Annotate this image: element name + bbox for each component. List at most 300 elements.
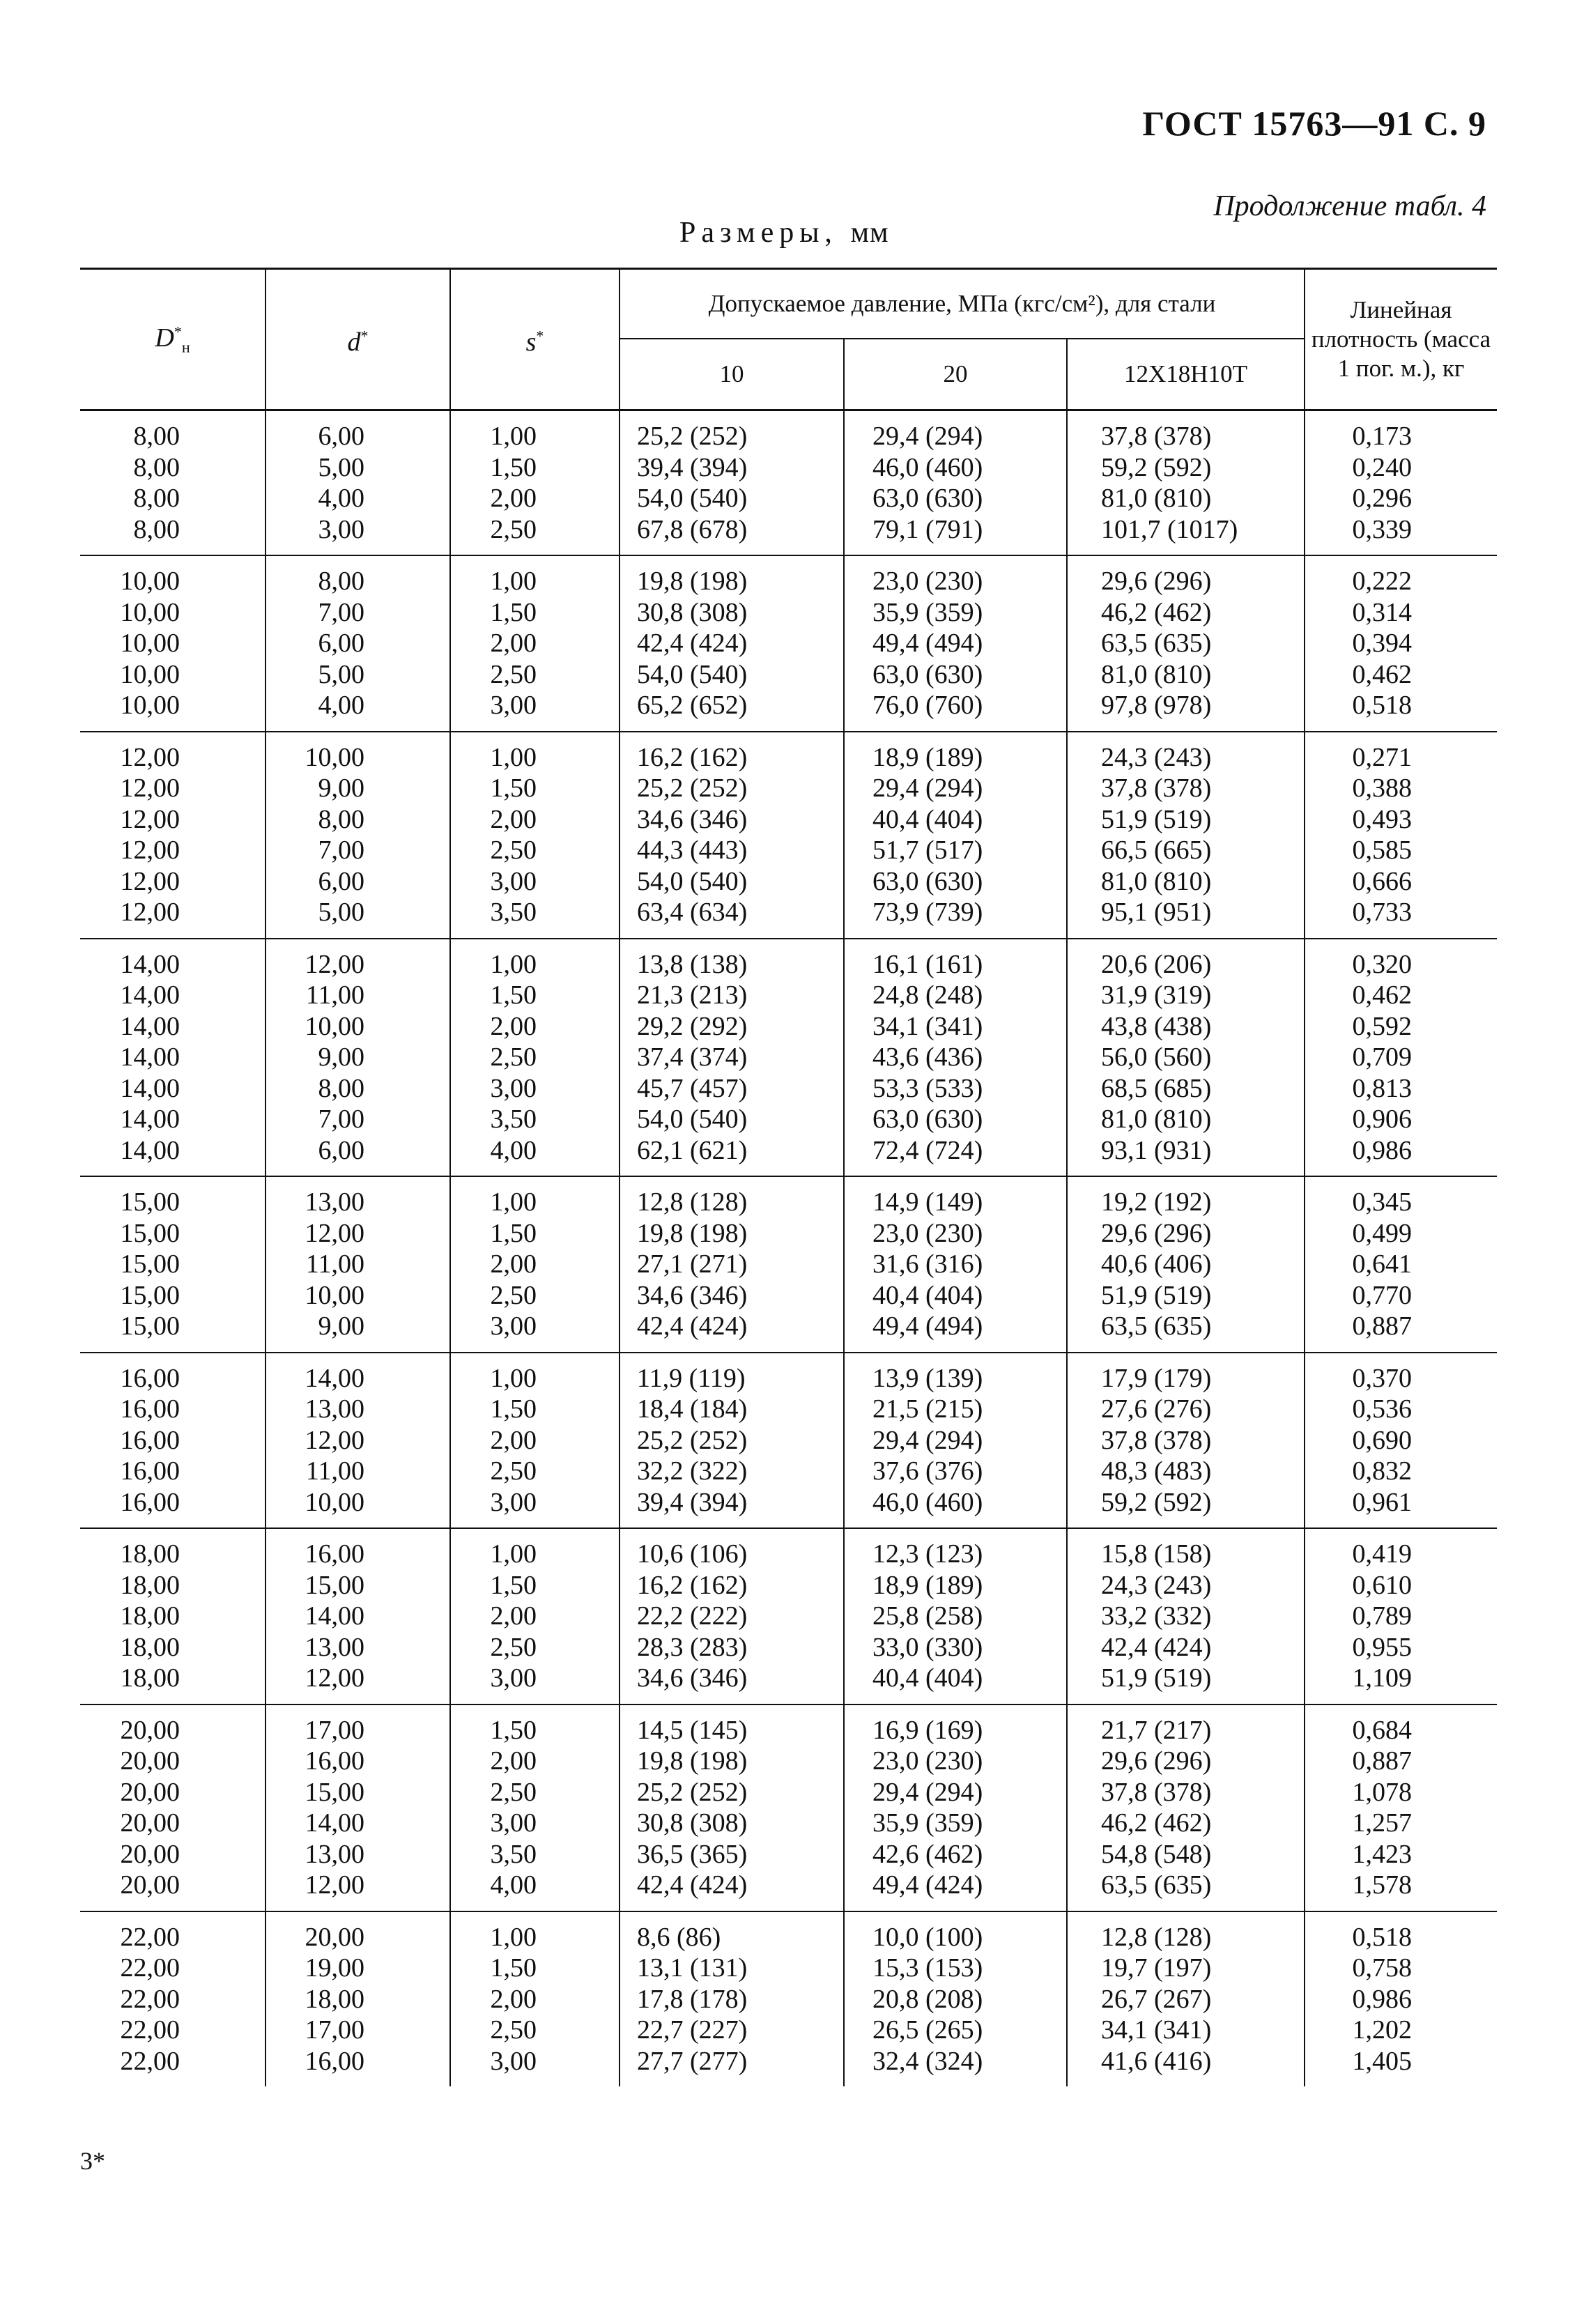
cell-wall-thickness: 1,00 [450,410,620,452]
cell-inner-diameter: 4,00 [266,690,450,732]
cell-outer-diameter: 18,00 [80,1663,266,1704]
dimensions-table-wrapper [80,268,1497,2086]
cell-inner-diameter: 13,00 [266,1394,450,1425]
cell-pressure-steel-20: 63,0 (630) [844,866,1067,898]
cell-pressure-steel-20: 10,0 (100) [844,1911,1067,1953]
cell-wall-thickness: 3,50 [450,897,620,939]
cell-linear-density: 0,419 [1305,1528,1497,1570]
cell-wall-thickness: 1,50 [450,1704,620,1746]
cell-linear-density: 0,222 [1305,555,1497,597]
cell-wall-thickness: 2,00 [450,1011,620,1042]
cell-wall-thickness: 3,00 [450,690,620,732]
cell-inner-diameter: 8,00 [266,555,450,597]
cell-pressure-steel-12x18h10t: 51,9 (519) [1067,1663,1305,1704]
cell-pressure-steel-20: 37,6 (376) [844,1456,1067,1487]
cell-wall-thickness: 3,00 [450,2046,620,2087]
cell-pressure-steel-20: 16,9 (169) [844,1704,1067,1746]
cell-outer-diameter: 18,00 [120,1570,180,1600]
cell-linear-density: 0,887 [1305,1746,1497,1777]
cell-pressure-steel-12x18h10t: 68,5 (685) [1067,1073,1305,1105]
cell-pressure-steel-10: 14,5 (145) [620,1704,844,1746]
table-row [80,1218,1497,1249]
cell-pressure-steel-10: 54,0 (540) [620,659,844,691]
table-row [80,939,1497,980]
cell-wall-thickness: 3,00 [450,866,620,898]
cell-pressure-steel-10: 39,4 (394) [620,1487,844,1529]
table-row [80,514,1497,556]
cell-wall-thickness: 1,50 [450,1218,620,1249]
cell-wall-thickness: 3,50 [450,1104,620,1135]
cell-pressure-steel-12x18h10t: 81,0 (810) [1067,659,1305,691]
cell-outer-diameter: 14,00 [120,1042,180,1072]
cell-pressure-steel-10: 34,6 (346) [620,804,844,836]
cell-linear-density: 0,585 [1305,835,1497,866]
cell-wall-thickness: 3,00 [450,1663,620,1704]
cell-pressure-steel-12x18h10t: 34,1 (341) [1067,2015,1305,2046]
cell-linear-density: 0,733 [1305,897,1497,939]
cell-wall-thickness: 2,00 [450,1601,620,1632]
cell-outer-diameter: 22,00 [120,1922,180,1952]
cell-outer-diameter: 10,00 [120,567,180,596]
cell-pressure-steel-10: 27,1 (271) [620,1249,844,1280]
header-steel-12x18h10t: 12Х18Н10Т [1067,339,1305,410]
cell-inner-diameter: 12,00 [266,1425,450,1456]
cell-wall-thickness: 1,00 [450,1911,620,1953]
cell-pressure-steel-20: 63,0 (630) [844,1104,1067,1135]
cell-inner-diameter: 17,00 [266,2015,450,2046]
cell-outer-diameter: 12,00 [120,804,180,834]
cell-pressure-steel-20: 14,9 (149) [844,1176,1067,1218]
cell-wall-thickness: 1,50 [450,1953,620,1984]
cell-pressure-steel-20: 29,4 (294) [844,773,1067,804]
cell-inner-diameter: 8,00 [266,804,450,836]
table-row [80,1911,1497,1953]
cell-pressure-steel-20: 40,4 (404) [844,1663,1067,1704]
cell-pressure-steel-12x18h10t: 42,4 (424) [1067,1632,1305,1663]
cell-pressure-steel-20: 49,4 (494) [844,1311,1067,1353]
table-row [80,1808,1497,1839]
cell-inner-diameter: 7,00 [266,597,450,629]
header-allowed-pressure: Допускаемое давление, МПа (кгс/см²), для стали [620,269,1305,339]
cell-wall-thickness: 1,50 [450,452,620,484]
cell-pressure-steel-20: 49,4 (494) [844,628,1067,659]
cell-pressure-steel-12x18h10t: 48,3 (483) [1067,1456,1305,1487]
cell-pressure-steel-10: 19,8 (198) [620,1746,844,1777]
cell-pressure-steel-20: 73,9 (739) [844,897,1067,939]
cell-linear-density: 0,370 [1305,1353,1497,1394]
cell-pressure-steel-20: 49,4 (424) [844,1870,1067,1911]
cell-pressure-steel-10: 54,0 (540) [620,483,844,514]
table-row [80,1394,1497,1425]
cell-pressure-steel-10: 16,2 (162) [620,1570,844,1601]
table-row [80,690,1497,732]
cell-linear-density: 0,887 [1305,1311,1497,1353]
cell-pressure-steel-10: 30,8 (308) [620,1808,844,1839]
cell-wall-thickness: 1,00 [450,1528,620,1570]
cell-pressure-steel-12x18h10t: 40,6 (406) [1067,1249,1305,1280]
cell-pressure-steel-12x18h10t: 46,2 (462) [1067,597,1305,629]
cell-outer-diameter: 12,00 [120,836,180,865]
cell-outer-diameter: 14,00 [120,980,180,1010]
cell-pressure-steel-20: 33,0 (330) [844,1632,1067,1663]
cell-pressure-steel-20: 32,4 (324) [844,2046,1067,2087]
header-wall-thickness: s* [450,269,620,410]
cell-outer-diameter: 16,00 [120,1363,180,1393]
table-row [80,897,1497,939]
cell-inner-diameter: 9,00 [266,773,450,804]
cell-pressure-steel-20: 35,9 (359) [844,1808,1067,1839]
cell-wall-thickness: 1,50 [450,1570,620,1601]
cell-outer-diameter: 16,00 [120,1456,180,1486]
cell-outer-diameter: 14,00 [120,1105,180,1134]
cell-inner-diameter: 6,00 [266,866,450,898]
cell-pressure-steel-10: 22,7 (227) [620,2015,844,2046]
cell-pressure-steel-20: 21,5 (215) [844,1394,1067,1425]
cell-pressure-steel-10: 44,3 (443) [620,835,844,866]
cell-linear-density: 0,986 [1305,1984,1497,2015]
cell-outer-diameter: 15,00 [80,1311,266,1353]
cell-outer-diameter: 16,00 [120,1425,180,1455]
table-row [80,1777,1497,1808]
cell-inner-diameter: 12,00 [266,939,450,980]
cell-inner-diameter: 5,00 [266,659,450,691]
cell-linear-density: 0,906 [1305,1104,1497,1135]
cell-pressure-steel-10: 13,8 (138) [620,939,844,980]
cell-wall-thickness: 1,50 [450,1394,620,1425]
cell-pressure-steel-12x18h10t: 19,2 (192) [1067,1176,1305,1218]
table-row [80,628,1497,659]
cell-pressure-steel-10: 54,0 (540) [620,866,844,898]
cell-linear-density: 0,592 [1305,1011,1497,1042]
cell-outer-diameter: 20,00 [120,1746,180,1776]
cell-pressure-steel-12x18h10t: 17,9 (179) [1067,1353,1305,1394]
cell-linear-density: 1,078 [1305,1777,1497,1808]
cell-outer-diameter: 12,00 [120,774,180,803]
cell-pressure-steel-12x18h10t: 31,9 (319) [1067,980,1305,1011]
header-steel-20: 20 [844,339,1067,410]
table-row [80,2046,1497,2087]
cell-pressure-steel-20: 15,3 (153) [844,1953,1067,1984]
cell-outer-diameter: 10,00 [80,690,266,732]
cell-pressure-steel-12x18h10t: 59,2 (592) [1067,452,1305,484]
cell-pressure-steel-12x18h10t: 19,7 (197) [1067,1953,1305,1984]
cell-wall-thickness: 2,50 [450,1777,620,1808]
cell-outer-diameter: 20,00 [120,1808,180,1838]
cell-linear-density: 0,462 [1305,659,1497,691]
cell-wall-thickness: 1,50 [450,980,620,1011]
table-row [80,1042,1497,1073]
cell-pressure-steel-20: 63,0 (630) [844,659,1067,691]
cell-linear-density: 0,758 [1305,1953,1497,1984]
cell-linear-density: 0,832 [1305,1456,1497,1487]
cell-outer-diameter: 18,00 [120,1601,180,1631]
cell-inner-diameter: 10,00 [266,1280,450,1311]
cell-pressure-steel-12x18h10t: 66,5 (665) [1067,835,1305,866]
cell-pressure-steel-20: 51,7 (517) [844,835,1067,866]
cell-outer-diameter: 15,00 [120,1218,180,1248]
cell-linear-density: 0,493 [1305,804,1497,836]
cell-inner-diameter: 14,00 [266,1353,450,1394]
table-row [80,1353,1497,1394]
cell-outer-diameter: 8,00 [80,514,266,556]
cell-pressure-steel-10: 32,2 (322) [620,1456,844,1487]
cell-pressure-steel-12x18h10t: 54,8 (548) [1067,1839,1305,1870]
table-row [80,1011,1497,1042]
table-row [80,980,1497,1011]
cell-pressure-steel-10: 67,8 (678) [620,514,844,556]
cell-outer-diameter: 15,00 [120,1280,180,1310]
cell-outer-diameter: 20,00 [120,1777,180,1807]
cell-pressure-steel-10: 63,4 (634) [620,897,844,939]
cell-pressure-steel-20: 79,1 (791) [844,514,1067,556]
cell-pressure-steel-12x18h10t: 81,0 (810) [1067,483,1305,514]
cell-wall-thickness: 3,00 [450,1808,620,1839]
cell-outer-diameter: 18,00 [120,1539,180,1569]
cell-outer-diameter: 22,00 [120,2046,180,2076]
cell-linear-density: 0,388 [1305,773,1497,804]
cell-pressure-steel-12x18h10t: 37,8 (378) [1067,773,1305,804]
cell-pressure-steel-10: 16,2 (162) [620,732,844,774]
cell-wall-thickness: 4,00 [450,1135,620,1177]
table-row [80,1870,1497,1911]
cell-linear-density: 0,986 [1305,1135,1497,1177]
table-row [80,1839,1497,1870]
cell-pressure-steel-10: 25,2 (252) [620,773,844,804]
cell-pressure-steel-12x18h10t: 29,6 (296) [1067,1218,1305,1249]
cell-wall-thickness: 4,00 [450,1870,620,1911]
cell-inner-diameter: 16,00 [266,1746,450,1777]
table-row [80,1249,1497,1280]
table-row [80,1456,1497,1487]
dimensions-table [80,268,1497,2086]
cell-inner-diameter: 13,00 [266,1176,450,1218]
cell-linear-density: 0,684 [1305,1704,1497,1746]
cell-inner-diameter: 3,00 [266,514,450,556]
header-linear-density: Линейная плотность (масса 1 пог. м.), кг [1305,269,1497,410]
cell-pressure-steel-10: 17,8 (178) [620,1984,844,2015]
cell-pressure-steel-20: 23,0 (230) [844,1218,1067,1249]
cell-linear-density: 0,173 [1305,410,1497,452]
cell-pressure-steel-12x18h10t: 93,1 (931) [1067,1135,1305,1177]
cell-linear-density: 0,666 [1305,866,1497,898]
cell-wall-thickness: 3,00 [450,1311,620,1353]
table-row [80,1984,1497,2015]
table-row [80,866,1497,898]
table-row [80,1632,1497,1663]
table-row [80,1176,1497,1218]
cell-pressure-steel-20: 25,8 (258) [844,1601,1067,1632]
cell-pressure-steel-20: 12,3 (123) [844,1528,1067,1570]
cell-inner-diameter: 20,00 [266,1911,450,1953]
cell-pressure-steel-20: 43,6 (436) [844,1042,1067,1073]
header-inner-diameter: d* [266,269,450,410]
cell-pressure-steel-12x18h10t: 29,6 (296) [1067,1746,1305,1777]
cell-outer-diameter: 18,00 [120,1632,180,1662]
cell-wall-thickness: 2,50 [450,1456,620,1487]
cell-inner-diameter: 10,00 [266,1011,450,1042]
cell-pressure-steel-10: 34,6 (346) [620,1663,844,1704]
cell-wall-thickness: 2,00 [450,1425,620,1456]
cell-pressure-steel-20: 23,0 (230) [844,555,1067,597]
cell-wall-thickness: 2,00 [450,804,620,836]
cell-linear-density: 0,610 [1305,1570,1497,1601]
cell-pressure-steel-10: 19,8 (198) [620,1218,844,1249]
cell-pressure-steel-12x18h10t: 81,0 (810) [1067,866,1305,898]
cell-wall-thickness: 3,00 [450,1073,620,1105]
cell-pressure-steel-20: 18,9 (189) [844,732,1067,774]
cell-pressure-steel-20: 46,0 (460) [844,1487,1067,1529]
cell-linear-density: 1,423 [1305,1839,1497,1870]
header-steel-10: 10 [620,339,844,410]
cell-outer-diameter: 10,00 [120,629,180,658]
cell-wall-thickness: 1,00 [450,939,620,980]
cell-pressure-steel-12x18h10t: 37,8 (378) [1067,1777,1305,1808]
sizes-unit: мм [850,217,889,249]
cell-pressure-steel-10: 28,3 (283) [620,1632,844,1663]
cell-inner-diameter: 16,00 [266,2046,450,2087]
table-row [80,1746,1497,1777]
cell-pressure-steel-20: 63,0 (630) [844,483,1067,514]
cell-pressure-steel-12x18h10t: 63,5 (635) [1067,1870,1305,1911]
cell-wall-thickness: 2,00 [450,483,620,514]
cell-pressure-steel-12x18h10t: 95,1 (951) [1067,897,1305,939]
cell-pressure-steel-12x18h10t: 33,2 (332) [1067,1601,1305,1632]
cell-outer-diameter: 10,00 [120,659,180,689]
cell-pressure-steel-12x18h10t: 63,5 (635) [1067,1311,1305,1353]
cell-pressure-steel-20: 40,4 (404) [844,804,1067,836]
cell-linear-density: 0,499 [1305,1218,1497,1249]
cell-pressure-steel-20: 16,1 (161) [844,939,1067,980]
cell-pressure-steel-20: 29,4 (294) [844,410,1067,452]
cell-linear-density: 0,320 [1305,939,1497,980]
cell-pressure-steel-20: 42,6 (462) [844,1839,1067,1870]
cell-inner-diameter: 6,00 [266,628,450,659]
page-header-title: ГОСТ 15763—91 С. 9 [1142,104,1486,143]
cell-outer-diameter: 22,00 [120,2015,180,2045]
cell-pressure-steel-20: 26,5 (265) [844,2015,1067,2046]
cell-pressure-steel-10: 25,2 (252) [620,1425,844,1456]
cell-inner-diameter: 11,00 [266,1249,450,1280]
cell-wall-thickness: 2,50 [450,1280,620,1311]
cell-inner-diameter: 9,00 [266,1311,450,1353]
cell-inner-diameter: 19,00 [266,1953,450,1984]
cell-pressure-steel-12x18h10t: 63,5 (635) [1067,628,1305,659]
cell-pressure-steel-20: 23,0 (230) [844,1746,1067,1777]
cell-outer-diameter: 16,00 [80,1487,266,1529]
cell-inner-diameter: 12,00 [266,1218,450,1249]
table-body [80,410,1497,2087]
cell-linear-density: 0,813 [1305,1073,1497,1105]
cell-pressure-steel-20: 31,6 (316) [844,1249,1067,1280]
cell-pressure-steel-10: 25,2 (252) [620,1777,844,1808]
cell-pressure-steel-12x18h10t: 37,8 (378) [1067,1425,1305,1456]
table-row [80,1311,1497,1353]
table-row [80,773,1497,804]
sizes-caption [679,216,889,249]
cell-pressure-steel-10: 21,3 (213) [620,980,844,1011]
table-row [80,1135,1497,1177]
cell-pressure-steel-20: 24,8 (248) [844,980,1067,1011]
cell-wall-thickness: 2,50 [450,659,620,691]
cell-pressure-steel-10: 65,2 (652) [620,690,844,732]
table-row [80,1953,1497,1984]
cell-pressure-steel-10: 13,1 (131) [620,1953,844,1984]
cell-outer-diameter: 22,00 [120,1953,180,1983]
cell-inner-diameter: 6,00 [266,1135,450,1177]
cell-outer-diameter: 8,00 [133,422,180,451]
cell-pressure-steel-10: 12,8 (128) [620,1176,844,1218]
cell-wall-thickness: 2,00 [450,1249,620,1280]
cell-wall-thickness: 2,00 [450,628,620,659]
cell-outer-diameter: 8,00 [133,484,180,513]
cell-linear-density: 0,709 [1305,1042,1497,1073]
cell-outer-diameter: 14,00 [120,1073,180,1103]
cell-wall-thickness: 2,50 [450,835,620,866]
cell-pressure-steel-10: 8,6 (86) [620,1911,844,1953]
cell-outer-diameter: 8,00 [133,452,180,482]
cell-linear-density: 1,578 [1305,1870,1497,1911]
cell-pressure-steel-12x18h10t: 101,7 (1017) [1067,514,1305,556]
table-row [80,1104,1497,1135]
cell-linear-density: 1,257 [1305,1808,1497,1839]
cell-pressure-steel-10: 25,2 (252) [620,410,844,452]
header-outer-diameter: $D^*_н$ [155,322,190,356]
cell-inner-diameter: 6,00 [266,410,450,452]
cell-inner-diameter: 8,00 [266,1073,450,1105]
cell-outer-diameter: 20,00 [80,1870,266,1911]
cell-linear-density: 0,339 [1305,514,1497,556]
cell-inner-diameter: 4,00 [266,483,450,514]
cell-pressure-steel-20: 72,4 (724) [844,1135,1067,1177]
cell-pressure-steel-20: 34,1 (341) [844,1011,1067,1042]
cell-pressure-steel-12x18h10t: 29,6 (296) [1067,555,1305,597]
cell-linear-density: 0,536 [1305,1394,1497,1425]
cell-outer-diameter: 15,00 [120,1187,180,1217]
cell-pressure-steel-10: 54,0 (540) [620,1104,844,1135]
cell-pressure-steel-10: 29,2 (292) [620,1011,844,1042]
cell-inner-diameter: 18,00 [266,1984,450,2015]
cell-pressure-steel-10: 11,9 (119) [620,1353,844,1394]
table-row [80,1663,1497,1704]
cell-outer-diameter: 15,00 [120,1249,180,1279]
cell-inner-diameter: 7,00 [266,835,450,866]
cell-pressure-steel-12x18h10t: 24,3 (243) [1067,1570,1305,1601]
cell-inner-diameter: 14,00 [266,1808,450,1839]
cell-linear-density: 0,314 [1305,597,1497,629]
cell-outer-diameter: 16,00 [120,1394,180,1424]
cell-inner-diameter: 7,00 [266,1104,450,1135]
cell-pressure-steel-12x18h10t: 15,8 (158) [1067,1528,1305,1570]
cell-pressure-steel-12x18h10t: 59,2 (592) [1067,1487,1305,1529]
cell-pressure-steel-10: 42,4 (424) [620,1311,844,1353]
cell-outer-diameter: 12,00 [120,866,180,896]
cell-pressure-steel-10: 19,8 (198) [620,555,844,597]
cell-inner-diameter: 15,00 [266,1570,450,1601]
cell-pressure-steel-20: 53,3 (533) [844,1073,1067,1105]
cell-pressure-steel-12x18h10t: 46,2 (462) [1067,1808,1305,1839]
table-row [80,452,1497,484]
cell-wall-thickness: 2,50 [450,2015,620,2046]
cell-inner-diameter: 12,00 [266,1663,450,1704]
cell-pressure-steel-10: 34,6 (346) [620,1280,844,1311]
cell-pressure-steel-12x18h10t: 37,8 (378) [1067,410,1305,452]
cell-pressure-steel-20: 18,9 (189) [844,1570,1067,1601]
table-row [80,804,1497,836]
cell-pressure-steel-12x18h10t: 51,9 (519) [1067,1280,1305,1311]
cell-pressure-steel-12x18h10t: 97,8 (978) [1067,690,1305,732]
cell-pressure-steel-12x18h10t: 41,6 (416) [1067,2046,1305,2087]
cell-inner-diameter: 14,00 [266,1601,450,1632]
